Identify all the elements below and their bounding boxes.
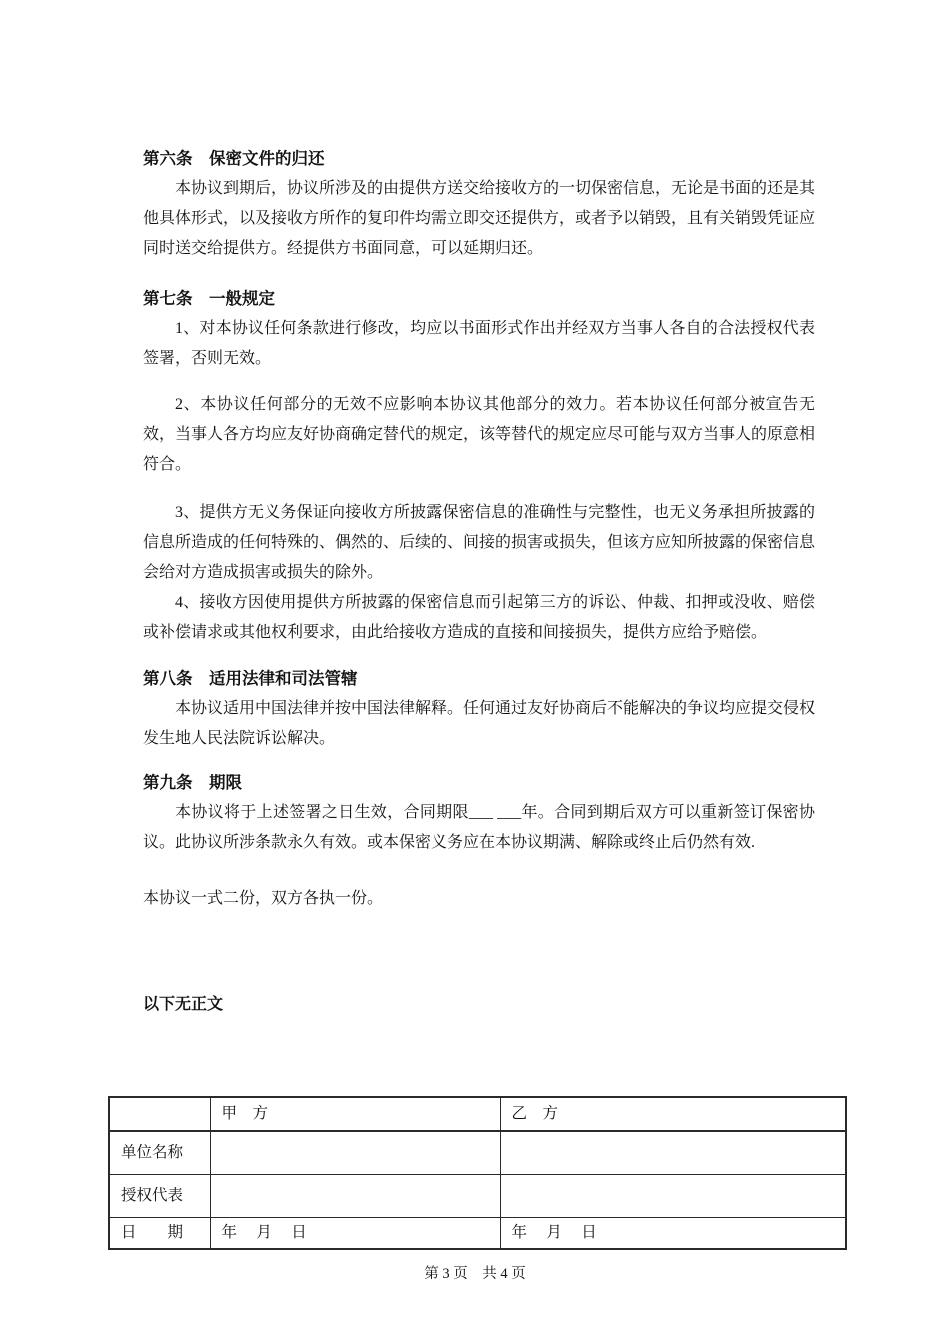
article-9-paragraph: 本协议将于上述签署之日生效，合同期限___ ___年。合同到期后双方可以重新签订保密协议。此协议所涉条款永久有效。或本保密义务应在本协议期满、解除或终止后仍然有效. xyxy=(143,804,815,851)
company-name-row xyxy=(109,1131,846,1175)
article-7-item-2: 2、本协议任何部分的无效不应影响本协议其他部分的效力。若本协议任何部分被宣告无效，当事人各方均应友好协商确定替代的规定，该等替代的规定应尽可能与双方当事人的原意相符合。 xyxy=(143,396,816,473)
page-number-footer: 第 3 页 共 4 页 xyxy=(424,1266,526,1282)
spacer xyxy=(143,374,815,390)
party-b-header-cell: 乙 方 xyxy=(500,1097,846,1131)
article-6 xyxy=(143,144,815,264)
spacer xyxy=(143,858,815,884)
spacer xyxy=(143,264,815,284)
date-row xyxy=(109,1218,846,1250)
article-7-heading: 第七条 一般规定 xyxy=(143,289,275,308)
date-label: 日 期 xyxy=(109,1218,210,1250)
spacer xyxy=(143,648,815,664)
article-6-heading: 第六条 保密文件的归还 xyxy=(143,149,325,168)
article-7-item-3: 3、提供方无义务保证向接收方所披露保密信息的准确性与完整性，也无义务承担所披露的信息所造成的任何特殊的、偶然的、后续的、间接的损害或损失，但该方应知所披露的保密信息会给对方造成损害或损失的除外。 xyxy=(143,504,816,581)
company-name-label: 单位名称 xyxy=(109,1131,210,1175)
spacer xyxy=(143,480,815,498)
spacer xyxy=(143,914,815,990)
party-a-header-cell: 甲 方 xyxy=(210,1097,500,1131)
no-body-text-marker: 以下无正文 xyxy=(143,996,224,1013)
company-name-party-b-cell xyxy=(500,1131,846,1175)
company-name-party-a-cell xyxy=(210,1131,500,1175)
article-8 xyxy=(143,664,815,754)
signature-table-header-row xyxy=(109,1097,846,1131)
date-party-b-cell: 年 月 日 xyxy=(500,1218,846,1250)
authorized-representative-row xyxy=(109,1175,846,1218)
spacer xyxy=(143,1020,815,1096)
signature-table xyxy=(108,1096,847,1250)
article-8-heading: 第八条 适用法律和司法管辖 xyxy=(143,669,358,688)
closing-statement: 本协议一式二份，双方各执一份。 xyxy=(143,890,384,907)
article-7-item-4: 4、接收方因使用提供方所披露的保密信息而引起第三方的诉讼、仲裁、扣押或没收、赔偿或补偿请求或其他权利要求，由此给接收方造成的直接和间接损失，提供方应给予赔偿。 xyxy=(143,594,815,641)
article-6-paragraph: 本协议到期后，协议所涉及的由提供方送交给接收方的一切保密信息，无论是书面的还是其他具体形式，以及接收方所作的复印件均需立即交还提供方，或者予以销毁，且有关销毁凭证应同时送交给提供方。经提供方书面同意，可以延期归还。 xyxy=(143,180,816,257)
date-party-a-cell: 年 月 日 xyxy=(210,1218,500,1250)
empty-corner-cell xyxy=(109,1097,210,1131)
article-8-paragraph: 本协议适用中国法律并按中国法律解释。任何通过友好协商后不能解决的争议均应提交侵权发生地人民法院诉讼解决。 xyxy=(143,700,816,747)
spacer xyxy=(143,754,815,768)
authorized-representative-party-b-cell xyxy=(500,1175,846,1218)
article-9 xyxy=(143,768,815,858)
article-7-item-1: 1、对本协议任何条款进行修改，均应以书面形式作出并经双方当事人各自的合法授权代表签署，否则无效。 xyxy=(143,320,815,367)
authorized-representative-label: 授权代表 xyxy=(109,1175,210,1218)
authorized-representative-party-a-cell xyxy=(210,1175,500,1218)
article-7 xyxy=(143,284,815,648)
article-9-heading: 第九条 期限 xyxy=(143,773,242,792)
